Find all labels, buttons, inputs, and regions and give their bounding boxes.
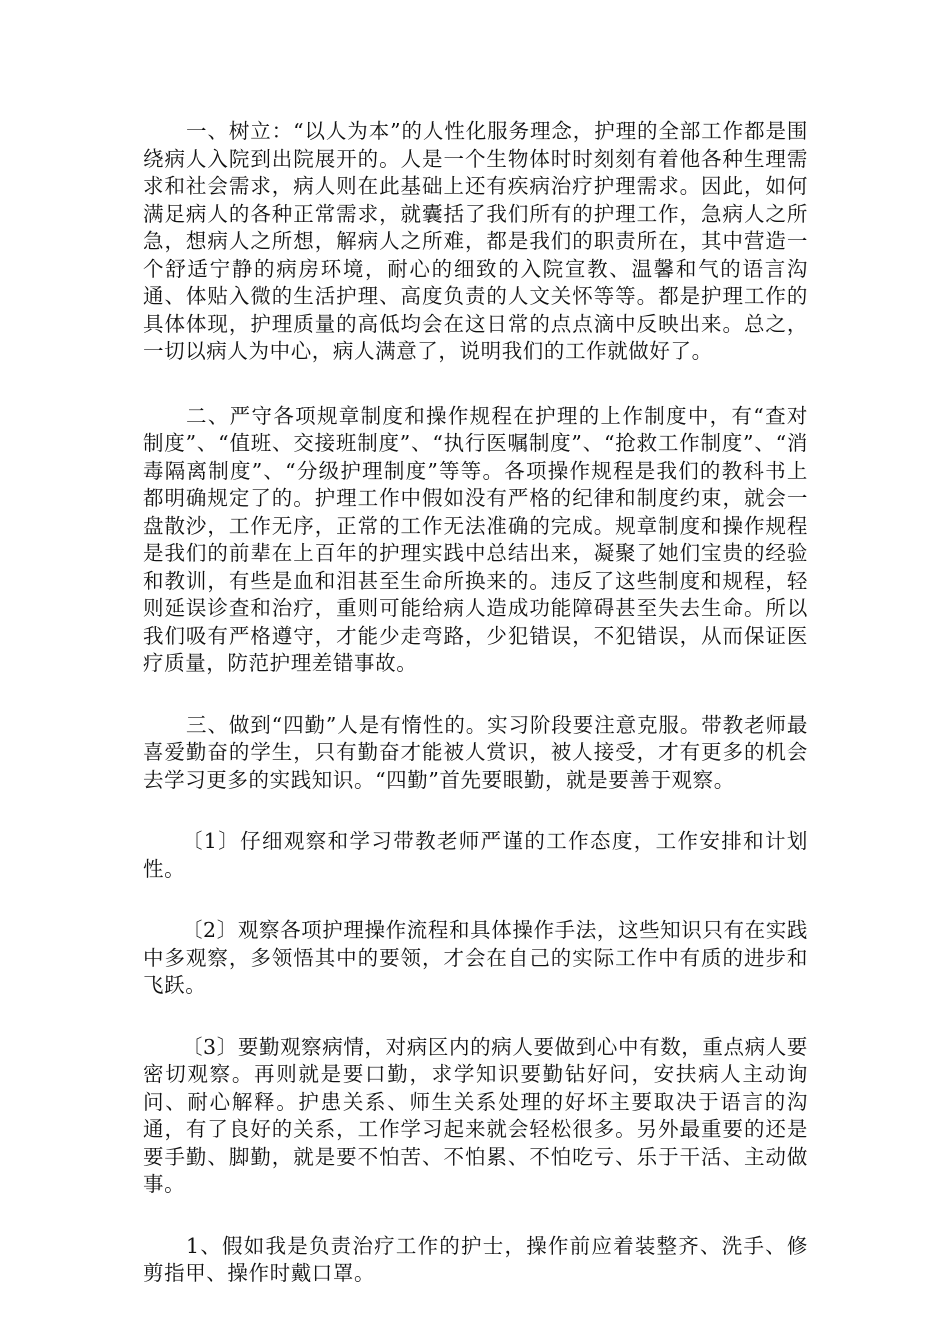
paragraph-1: 一、树立：“以人为本”的人性化服务理念，护理的全部工作都是围绕病人入院到出院展开的。人是一个生物体时时刻刻有着他各种生理需求和社会需求，病人则在此基础上还有疾病治疗护理需求。因此，如何满足病人的各种正常需求，就囊括了我们所有的护理工作，急病人之所急，想病人之所想，解病人之所难，都是我们的职责所在，其中营造一个舒适宁静的病房环境，耐心的细致的入院宣教、温馨和气的语言沟通、体贴入微的生活护理、高度负责的人文关怀等等。都是护理工作的具体体现，护理质量的高低均会在这日常的点点滴中反映出来。总之，一切以病人为中心，病人满意了，说明我们的工作就做好了。 bbox=[143, 119, 808, 363]
paragraph-2: 二、严守各项规章制度和操作规程在护理的上作制度中，有“查对制度”、“值班、交接班制度”、“执行医嘱制度”、“抢救工作制度”、“消毒隔离制度”、“分级护理制度”等等。各项操作规程是我们的教科书上都明确规定了的。护理工作中假如没有严格的纪律和制度约束，就会一盘散沙，工作无序，正常的工作无法准确的完成。规章制度和操作规程是我们的前辈在上百年的护理实践中总结出来，凝聚了她们宝贵的经验和教训，有些是血和泪甚至生命所换来的。违反了这些制度和规程，轻则延误诊查和治疗，重则可能给病人造成功能障碍甚至失去生命。所以我们吸有严格遵守，才能少走弯路，少犯错误，不犯错误，从而保证医疗质量，防范护理差错事故。 bbox=[143, 403, 808, 675]
paragraph-6: 〔3〕要勤观察病情，对病区内的病人要做到心中有数，重点病人要密切观察。再则就是要口勤，求学知识要勤钻好问，安扶病人主动询问、耐心解释。护患关系、师生关系处理的好坏主要取决于语言的沟通，有了良好的关系，工作学习起来就会轻松很多。另外最重要的还是要手勤、脚勤，就是要不怕苦、不怕累、不怕吃亏、乐于干活、主动做事。 bbox=[143, 1034, 808, 1196]
paragraph-5: 〔2〕观察各项护理操作流程和具体操作手法，这些知识只有在实践中多观察，多领悟其中的要领，才会在自己的实际工作中有质的进步和飞跃。 bbox=[143, 918, 808, 997]
document-page bbox=[143, 118, 808, 1288]
paragraph-3: 三、做到“四勤”人是有惰性的。实习阶段要注意克服。带教老师最喜爱勤奋的学生，只有勤奋才能被人赏识，被人接受，才有更多的机会去学习更多的实践知识。“四勤”首先要眼勤，就是要善于观察。 bbox=[143, 712, 808, 792]
paragraph-7: 1、假如我是负责治疗工作的护士，操作前应着装整齐、洗手、修剪指甲、操作时戴口罩。 bbox=[143, 1233, 808, 1285]
paragraph-4: 〔1〕仔细观察和学习带教老师严谨的工作态度，工作安排和计划性。 bbox=[143, 829, 808, 881]
